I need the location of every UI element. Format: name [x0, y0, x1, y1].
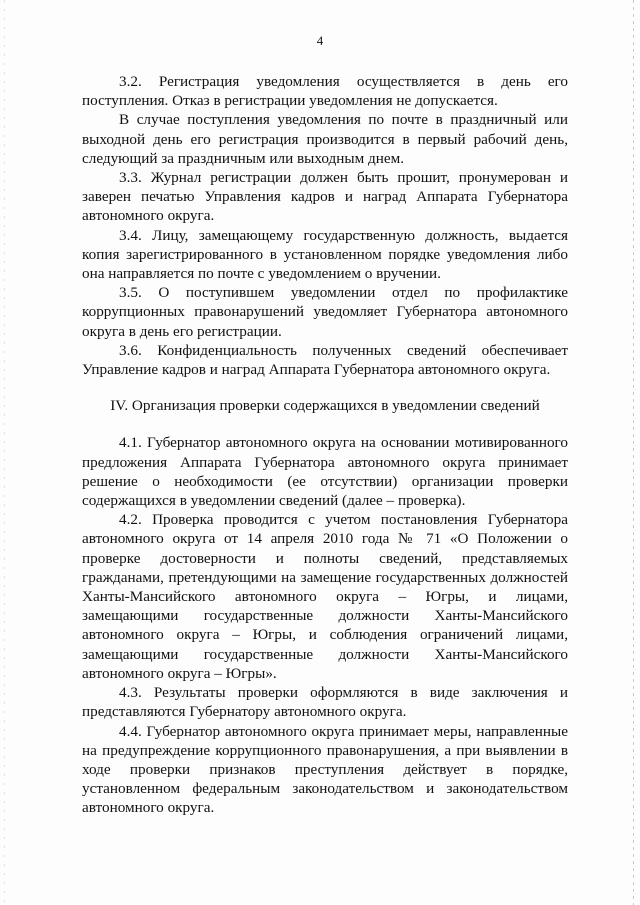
paragraph-4-3: 4.3. Результаты проверки оформляются в виде заключения и представляются Губернатору автономного округа. [82, 684, 568, 721]
page-number: 4 [316, 33, 324, 48]
document-body [82, 72, 568, 818]
paragraph-4-4: 4.4. Губернатор автономного округа принимает меры, направленные на предупреждение коррупционного правонарушения, а при выявлении в ходе проверки признаков преступления действует в порядке, установленном федеральным законодательством и законодательством автономного округа. [82, 722, 568, 817]
paragraph-3-2: 3.2. Регистрация уведомления осуществляется в день его поступления. Отказ в регистрации уведомления не допускается. [82, 73, 568, 110]
paragraph-3-4: 3.4. Лицу, замещающему государственную должность, выдается копия зарегистрированного в установленном порядке уведомления либо она направляется по почте с уведомлением о вручении. [82, 226, 568, 283]
paragraph-3-6: 3.6. Конфиденциальность полученных сведений обеспечивает Управление кадров и наград Аппарата Губернатора автономного округа. [82, 341, 568, 379]
paragraph-3-3: 3.3. Журнал регистрации должен быть прошит, пронумерован и заверен печатью Управления кадров и наград Аппарата Губернатора автономного округа. [82, 169, 568, 225]
paragraph-4-1: 4.1. Губернатор автономного округа на основании мотивированного предложения Аппарата Губернатора автономного округа принимает решение о необходимости (ее отсутствии) организации проверки содержащихся в уведомлении сведений (далее – проверка). [82, 434, 568, 510]
scan-edge-right [633, 0, 634, 905]
paragraph-4-2: 4.2. Проверка проводится с учетом постановления Губернатора автономного округа от 14 апреля 2010 года № 71 «О Положении о проверке достоверности и полноты сведений, представляемых гражданами, претендующими на замещение государственных должностей Ханты-Мансийского автономного округа – Югры, и лицами, замещающими государственные должности Ханты-Мансийского автономного округа – Югры, и соблюдения ограничений лицами, замещающими государственные должности Ханты-Мансийского автономного округа – Югры». [82, 511, 568, 682]
paragraph-3-5: 3.5. О поступившем уведомлении отдел по профилактике коррупционных правонарушений уведомляет Губернатора автономного округа в день его регистрации. [82, 284, 568, 340]
scan-edge-left [4, 0, 5, 905]
section-heading: IV. Организация проверки содержащихся в уведомлении сведений [110, 397, 540, 415]
paragraph-3-2-holiday: В случае поступления уведомления по почте в праздничный или выходной день его регистрация производится в первый рабочий день, следующий за праздничным или выходным днем. [82, 111, 568, 167]
